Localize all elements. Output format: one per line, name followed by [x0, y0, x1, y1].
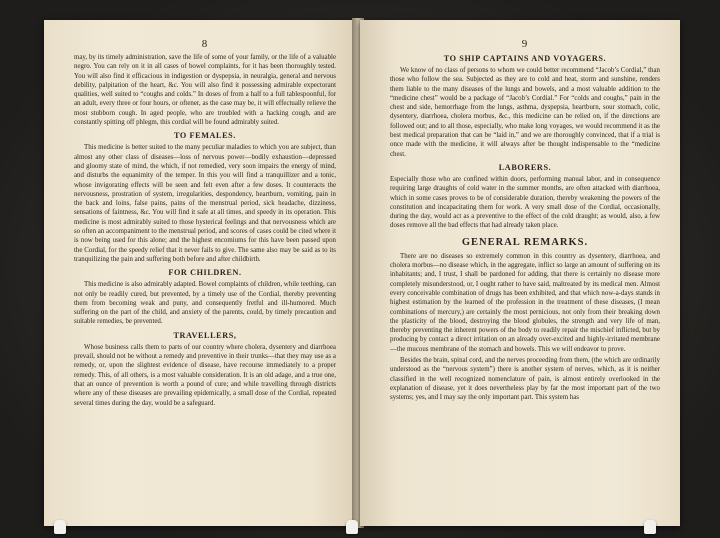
section-heading: TRAVELLERS,	[173, 330, 237, 340]
section-paragraph: We know of no class of persons to whom we could better recommend “Jacob’s Cordial,” than those who follow the sea. Subjected as they are to cold and heat, storm and sunshine, renders them liable to the many diseases of the lungs and bowels, and a most valuable addition to the “medicine chest” would be a package of “Jacob’s Cordial.” For “colds and coughs,” pain in the chest and side, hemorrhage from the lungs, asthma, dyspepsia, heartburn, sour stomach, colic, dysentery, diarrhoea, cholera morbus, &c., this medicine can be relied on, if the directions are followed out; and to all those, especially, who make long voyages, we would recommend it as the best medical preparation that can be “laid in,” and we are thoroughly convinced, that if a trial is once made with the medicine, it will always after be thought indispensable to the “medicine chest.	[390, 67, 660, 158]
section-paragraph: This medicine is also admirably adapted. Bowel complaints of children, while teething, can not only be readily cured, but prevented, by a timely use of the Cordial, thereby preventing them from becoming weak and puny, and consequently fretful and ill-humored. Much suffering on the part of the child, and anxiety of the parents, could, by timely precaution and suitable remedies, be prevented.	[74, 281, 337, 326]
right-page	[360, 20, 680, 526]
section-paragraph: Whose business calls them to parts of our country where cholera, dysentery and diarrhoea prevail, should not be without a remedy and preventive in their trunks—that they may use as a remedy, or, upon the slightest evidence of disease, have recourse immediately to a proper remedy. This, of all others, is a most valuable consideration. It is an old adage, and a true one, that an ounce of prevention is worth a pound of cure; and while travelling through districts where any of these diseases are prevailing epidemically, a small dose of the Cordial, repeated several times during the day, would be a safeguard.	[74, 343, 336, 407]
section-paragraph: Especially those who are confined within doors, performing manual labor, and in consequence requiring large draughts of cold water in the summer months, are often attacked with diarrhoea, which in some cases proves to be of considerable duration, thereby weakening the powers of the constitution and incapacitating them for work. A very small dose of the Cordial, occasionally, during the day, would act as a preventive to the effect of the cold draught; as would, also, a few doses remove all the bad effects that had already taken place.	[390, 175, 660, 230]
section-heading: FOR CHILDREN.	[168, 268, 242, 278]
intro-paragraph: may, by its timely administration, save the life of some of your family, or the life of a valuable negro. You can rely on it in all cases of bowel complaints, for it has been thoroughly tested. You will also find it efficacious in indigestion or dyspepsia, in neuralgia, general and nervous debility, palpitation of the heart, &c. You will also find it possessing admirable expectorant qualities, well suited to “coughs and colds.” In doses of from a half to a full tablespoonful, for an adult, every three or four hours, or oftener, as the case may be, it will effectually relieve the most stubborn cough. In aged people, who are troubled with a hacking cough, and are constantly spitting off phlegm, this cordial will be found admirably suited.	[74, 54, 336, 127]
section-heading: LABORERS.	[498, 162, 552, 172]
section-heading: TO FEMALES.	[174, 131, 236, 141]
section-paragraph: There are no diseases so extremely common in this country as dysentery, diarrhoea, and cholera morbus—no disease which, in the aggregate, inflict so large an amount of suffering on its inhabitants; and, I trust, I shall be pardoned for adding, that there is certainly no disease more completely misunderstood, or, I ought rather to have said, maltreated by its medical men. Almost every conceivable combination of drugs has been exhibited, and that which now-a-days stands in highest estimation by the learned of the profession in the treatment of these diseases, (I mean combinations of mercury,) are certainly the most pernicious, not only from their breaking down the plasticity of the blood, destroying the blood globules, the strength and very life of man, thereby preventing the inherent powers of the body to readily repair the mischief inflicted, but by producing by contact a direct irritation on an already over-excited and highly-irritated membrane—the mucous membrane of the stomach and bowels. This we will endeavor to prove.	[390, 252, 660, 353]
section-paragraph: Besides the brain, spinal cord, and the nerves proceeding from them, (the which are ordinarily understood as the “nervous system”) there is another system of nerves, which, as it is neither classified in the well recognized nomenclature of pain, is almost entirely overlooked in the explanation of disease, yet it does nevertheless play by far the most important part of the two systems; yes, and I may say the only important part. This system has	[390, 357, 660, 402]
page-clip	[346, 520, 358, 534]
page-clip	[644, 520, 656, 534]
left-page-content	[74, 38, 336, 410]
right-page-content	[390, 38, 660, 405]
page-clip	[54, 520, 66, 534]
section-heading: TO SHIP CAPTAINS AND VOYAGERS.	[443, 54, 607, 63]
page-number: 9	[521, 38, 529, 50]
left-page	[44, 20, 356, 526]
page-number: 8	[201, 38, 209, 50]
section-heading: GENERAL REMARKS.	[461, 236, 589, 248]
section-paragraph: This medicine is better suited to the many peculiar maladies to which you are subject, than almost any other class of diseases—loss of nervous power—bodily exhaustion—depressed and gloomy state of mind, the which, if not remedied, very soon impairs the energy of mind, and disturbs the equanimity of the temper. In this you will find a tranquillizer and a tonic, whose invigorating effects will be seen and felt even after a few doses. It counteracts the nervousness, prostration of system, irregularities, despondency, heartburn, vomiting, pain in the back and loins, false pains, pains of the menstrual period, sick headache, dizziness, sensations of faintness, &c. You will find it safe at all times, and speedy in its operation. This medicine is most admirably suited to those hysterical feelings and that nervousness which are so often an accompaniment to the menstrual period, and scores of cases could be cited where it is now being used for this alone; and the highest encomiums for this have been passed upon the Cordial, for the speedy relief that it never fails to give. The same also may be said as to its tranquilizing the pain and suffering both before and after childbirth.	[74, 144, 336, 263]
